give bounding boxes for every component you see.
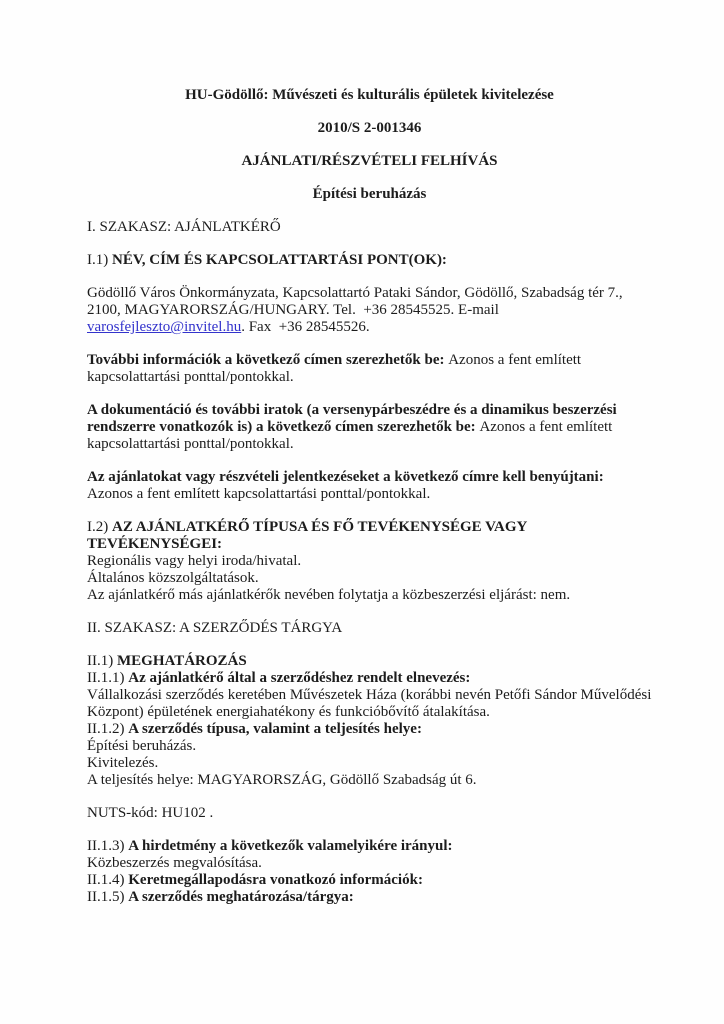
document-body	[87, 219, 652, 906]
further-information-paragraph	[87, 352, 652, 386]
heading-i1	[87, 252, 652, 269]
submission-paragraph-text: Az ajánlatokat vagy részvételi jelentkezéseket a következő címre kell benyújtani:	[87, 469, 604, 485]
nuts-code-paragraph	[87, 805, 652, 822]
section-i2-block-text: Az ajánlatkérő más ajánlatkérők nevében folytatja a közbeszerzési eljárást: nem.	[87, 587, 571, 603]
section-i2-block-text: Regionális vagy helyi iroda/hivatal.	[87, 553, 302, 569]
section-ii-heading	[87, 620, 652, 637]
section-ii1-block-text: Az ajánlatkérő által a szerződéshez rendelt elnevezés:	[128, 670, 471, 686]
section-i2-block-text: AZ AJÁNLATKÉRŐ TÍPUSA ÉS FŐ TEVÉKENYSÉGE VAGY TEVÉKENYSÉGEI:	[87, 519, 527, 552]
section-i2-block-text: I.2)	[87, 519, 112, 535]
section-ii1-block-text: A teljesítés helye: MAGYARORSZÁG, Gödöllő Szabadság út 6.	[87, 772, 477, 788]
submission-paragraph	[87, 469, 652, 503]
contact-paragraph	[87, 285, 652, 336]
heading-i1-text: I.1)	[87, 252, 112, 268]
section-ii13-block-text: A hirdetmény a következők valamelyikére irányul:	[128, 838, 453, 854]
section-ii1-block-text: A szerződés típusa, valamint a teljesítés helye:	[128, 721, 422, 737]
section-i2-block	[87, 519, 652, 604]
section-ii13-block-text: II.1.5)	[87, 889, 129, 905]
email-link[interactable]: varosfejleszto@invitel.hu	[87, 319, 242, 335]
documentation-paragraph-text: A dokumentáció és további iratok (a versenypárbeszédre és a dinamikus beszerzési rendszerre vonatkozók is) a következő címen szerezhetők be:	[87, 402, 617, 435]
nuts-code-paragraph-text: NUTS-kód: HU102 .	[87, 805, 214, 821]
section-ii-heading-text: II. SZAKASZ: A SZERZŐDÉS TÁRGYA	[87, 620, 343, 636]
section-ii1-block-text: II.1.1)	[87, 670, 129, 686]
document-header	[87, 87, 652, 203]
contract-category-title: Építési beruházás	[312, 186, 427, 202]
document-title: HU-Gödöllő: Művészeti és kulturális épületek kivitelezése	[185, 87, 554, 103]
submission-paragraph-text: Azonos a fent említett kapcsolattartási ponttal/pontokkal.	[87, 486, 431, 502]
further-information-paragraph-text: Azonos a fent említett kapcsolattartási ponttal/pontokkal.	[87, 352, 582, 385]
section-ii13-block-text: II.1.3)	[87, 838, 129, 854]
section-ii13-block-text: A szerződés meghatározása/tárgya:	[128, 889, 354, 905]
section-i-heading-text: I. SZAKASZ: AJÁNLATKÉRŐ	[87, 219, 281, 235]
notice-type-title: AJÁNLATI/RÉSZVÉTELI FELHÍVÁS	[241, 153, 498, 169]
section-ii13-block-text: Keretmegállapodásra vonatkozó információk:	[128, 872, 423, 888]
section-ii1-block-text: II.1)	[87, 653, 117, 669]
section-ii1-block-text: II.1.2)	[87, 721, 129, 737]
section-ii1-block-text: Építési beruházás.	[87, 738, 197, 754]
section-i-heading	[87, 219, 652, 236]
section-ii1-block-text: Vállalkozási szerződés keretében Művészetek Háza (korábbi nevén Petőfi Sándor Művelődési Központ) épületének energiahatékony és funkcióbővítő átalakítása.	[87, 687, 652, 720]
section-ii1-block-text: MEGHATÁROZÁS	[117, 653, 247, 669]
notice-number: 2010/S 2-001346	[317, 120, 422, 136]
section-ii13-block-text: II.1.4)	[87, 872, 129, 888]
documentation-paragraph	[87, 402, 652, 453]
section-ii1-block-text: Kivitelezés.	[87, 755, 159, 771]
contact-paragraph-text: Gödöllő Város Önkormányzata, Kapcsolattartó Pataki Sándor, Gödöllő, Szabadság tér 7., 2100, MAGYARORSZÁG/HUNGARY. Tel. +36 28545525. E-mail	[87, 285, 623, 318]
heading-i1-text: NÉV, CÍM ÉS KAPCSOLATTARTÁSI PONT(OK):	[112, 252, 447, 268]
section-ii1-block	[87, 653, 652, 789]
section-ii13-block-text: Közbeszerzés megvalósítása.	[87, 855, 262, 871]
contact-paragraph-text: . Fax +36 28545526.	[241, 319, 370, 335]
section-ii13-block	[87, 838, 652, 906]
further-information-paragraph-text: További információk a következő címen szerezhetők be:	[87, 352, 449, 368]
documentation-paragraph-text: Azonos a fent említett kapcsolattartási ponttal/pontokkal.	[87, 419, 613, 452]
section-i2-block-text: Általános közszolgáltatások.	[87, 570, 259, 586]
